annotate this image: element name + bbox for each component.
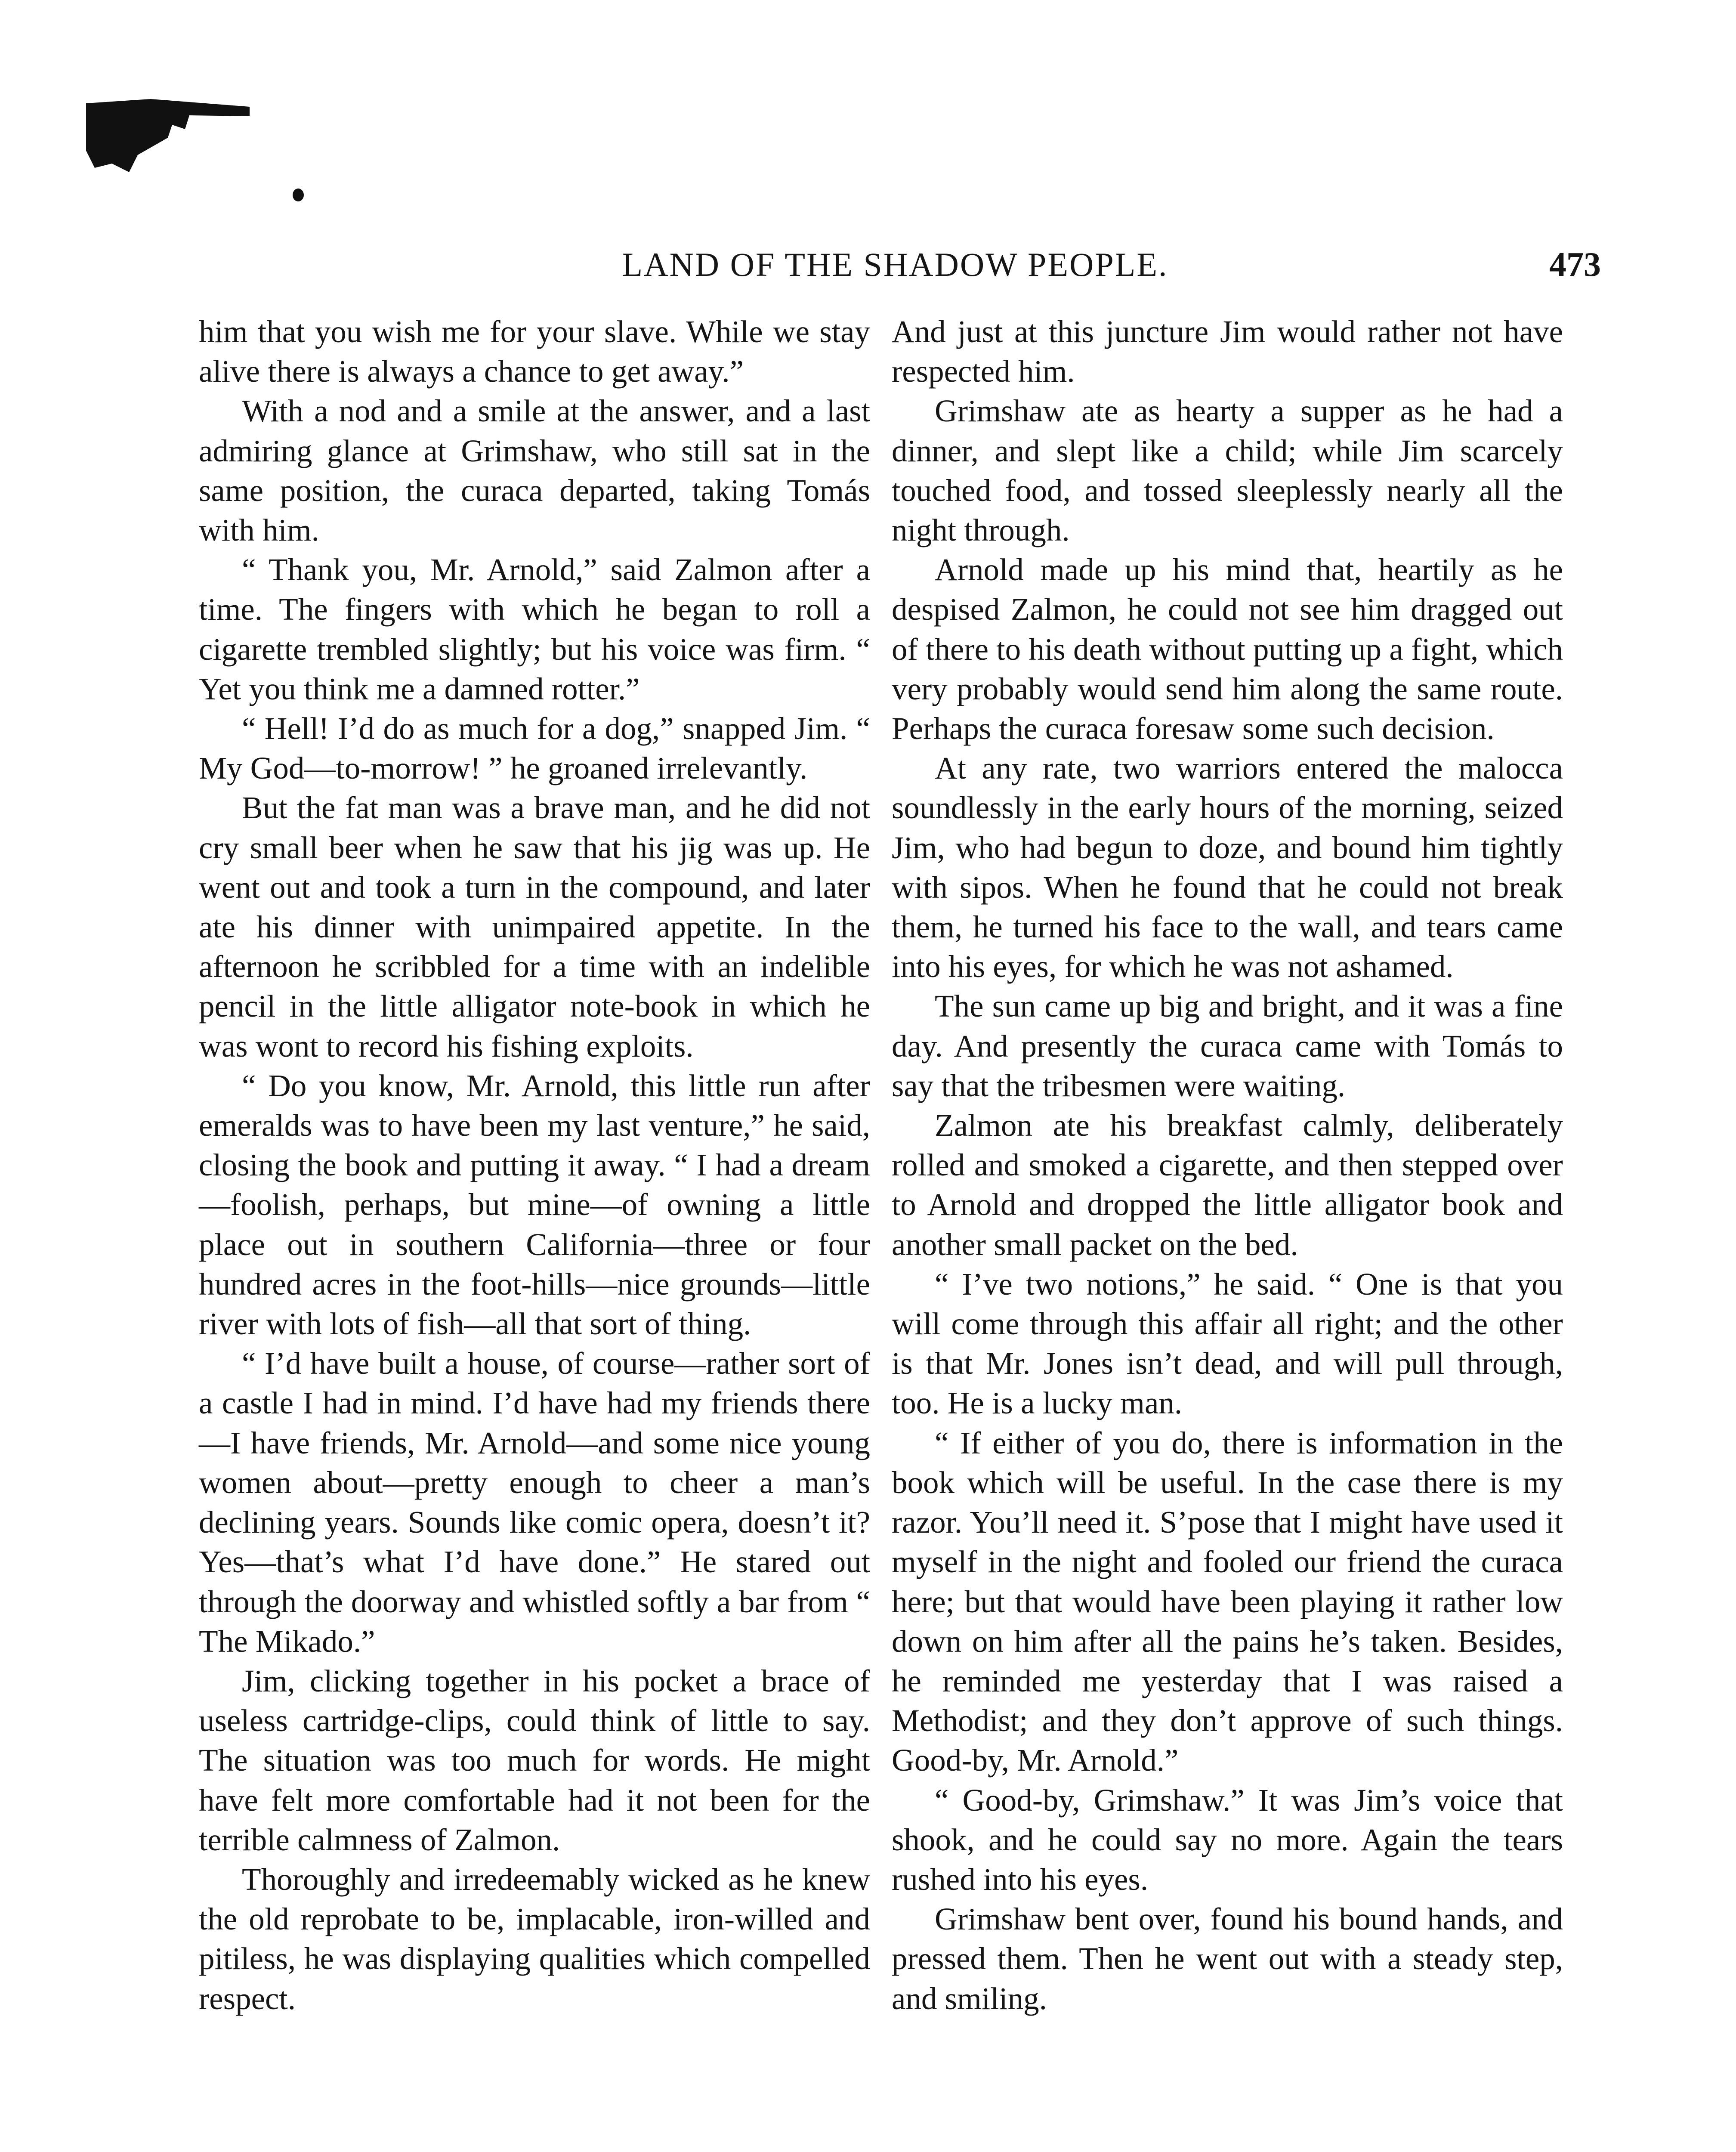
paragraph: Arnold made up his mind that, heartily as he despised Zalmon, he could not see him dragged out of there to his death without putting up a fight, which very probably would send him along the same route. Perhaps the curaca foresaw some such decision. [892, 552, 1563, 746]
paragraph: “ I’ve two notions,” he said. “ One is that you will come through this affair all right; and the other is that Mr. Jones isn’t dead, and will pull through, too. He is a lucky man. [892, 1266, 1563, 1421]
page-number: 473 [1549, 246, 1601, 284]
ink-dot [293, 189, 304, 201]
paragraph: “ Good-by, Grimshaw.” It was Jim’s voice that shook, and he could say no more. Again the tears rushed into his eyes. [892, 1782, 1563, 1897]
paragraph: Thoroughly and irredeemably wicked as he knew the old reprobate to be, implacable, iron-willed and pitiless, he was displaying qualities which compelled respect. [199, 1861, 870, 2016]
paragraph: “ Thank you, Mr. Arnold,” said Zalmon after a time. The fingers with which he began to roll a cigarette trembled slightly; but his voice was firm. “ Yet you think me a damned rotter.” [199, 552, 870, 706]
paragraph: Zalmon ate his breakfast calmly, deliberately rolled and smoked a cigarette, and then stepped over to Arnold and dropped the little alligator book and another small packet on the bed. [892, 1108, 1563, 1262]
paragraph: Jim, clicking together in his pocket a brace of useless cartridge-clips, could think of little to say. The situation was too much for words. He might have felt more comfortable had it not been for the terrible calmness of Zalmon. [199, 1663, 870, 1857]
paragraph: But the fat man was a brave man, and he did not cry small beer when he saw that his jig was up. He went out and took a turn in the compound, and later ate his dinner with unimpaired appetite. In the afternoon he scribbled for a time with an indelible pencil in the little alligator note-book in which he was wont to record his fishing exploits. [199, 790, 870, 1064]
paragraph: “ If either of you do, there is information in the book which will be useful. In the case there is my razor. You’ll need it. S’pose that I might have used it myself in the night and fooled our friend the curaca here; but that would have been playing it rather low down on him after all the pains he’s taken. Besides, he reminded me yesterday that I was raised a Methodist; and they don’t approve of such things. Good-by, Mr. Arnold.” [892, 1425, 1563, 1778]
page-header [189, 241, 1601, 293]
paragraph: him that you wish me for your slave. While we stay alive there is always a chance to get away.” [199, 314, 870, 389]
right-column [892, 312, 1563, 2019]
paragraph: “ I’d have built a house, of course—rather sort of a castle I had in mind. I’d have had my friends there—I have friends, Mr. Arnold—and some nice young women about—pretty enough to cheer a man’s declining years. Sounds like comic opera, doesn’t it? Yes—that’s what I’d have done.” He stared out through the doorway and whistled softly a bar from “ The Mikado.” [199, 1346, 870, 1659]
running-title: LAND OF THE SHADOW PEOPLE. [622, 246, 1168, 283]
paragraph: With a nod and a smile at the answer, and a last admiring glance at Grimshaw, who still sat in the same position, the curaca departed, taking Tomás with him. [199, 393, 870, 548]
paragraph: “ Hell! I’d do as much for a dog,” snapped Jim. “ My God—to-morrow! ” he groaned irrelevantly. [199, 711, 870, 786]
left-column [199, 312, 870, 2019]
paragraph: Grimshaw ate as hearty a supper as he had a dinner, and slept like a child; while Jim scarcely touched food, and tossed sleeplessly nearly all the night through. [892, 393, 1563, 548]
scan-corner-blot [86, 99, 250, 172]
paragraph: “ Do you know, Mr. Arnold, this little run after emeralds was to have been my last venture,” he said, closing the book and putting it away. “ I had a dream—foolish, perhaps, but mine—of owning a little place out in southern California—three or four hundred acres in the foot-hills—nice grounds—little river with lots of fish—all that sort of thing. [199, 1068, 870, 1342]
paragraph: And just at this juncture Jim would rather not have respected him. [892, 314, 1563, 389]
paragraph: The sun came up big and bright, and it was a fine day. And presently the curaca came with Tomás to say that the tribesmen were waiting. [892, 989, 1563, 1103]
paragraph: Grimshaw bent over, found his bound hands, and pressed them. Then he went out with a steady step, and smiling. [892, 1902, 1563, 2016]
paragraph: At any rate, two warriors entered the malocca soundlessly in the early hours of the morning, seized Jim, who had begun to doze, and bound him tightly with sipos. When he found that he could not break them, he turned his face to the wall, and tears came into his eyes, for which he was not ashamed. [892, 751, 1563, 984]
